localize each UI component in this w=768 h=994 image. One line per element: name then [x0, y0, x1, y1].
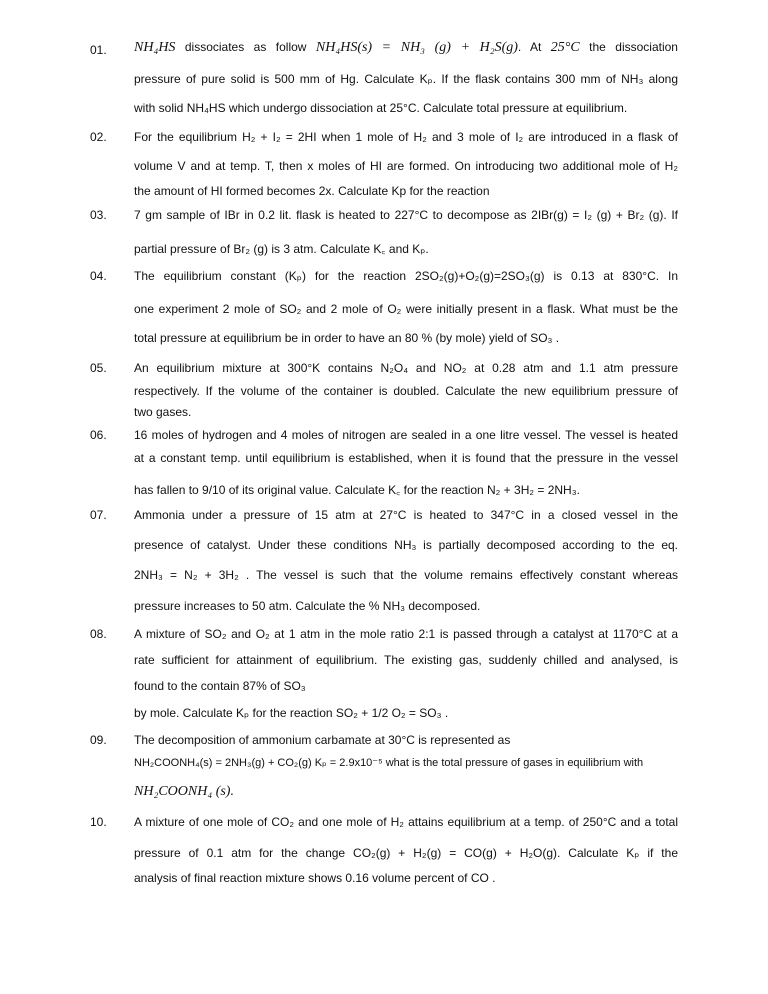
question-line: NH₄HS dissociates as follow NH₄HS(s) = NH₃ (g) + H₂S(g). At 25°C the dissociation: [134, 40, 678, 55]
question-line: with solid NH₄HS which undergo dissociation at 25°C. Calculate total pressure at equilibrium.: [134, 101, 628, 115]
question-line: The equilibrium constant (Kₚ) for the reaction 2SO₂(g)+O₂(g)=2SO₃(g) is 0.13 at 830°C. In: [134, 269, 678, 283]
question-line: two gases.: [134, 405, 192, 419]
question-line: A mixture of SO₂ and O₂ at 1 atm in the mole ratio 2:1 is passed through a catalyst at 1170°C at a: [134, 627, 678, 641]
question-line: NH₂COONH₄ (s).: [134, 784, 234, 799]
question-number: 02.: [90, 130, 107, 144]
question-line: pressure of 0.1 atm for the change CO₂(g) + H₂(g) = CO(g) + H₂O(g). Calculate Kₚ if the: [134, 846, 678, 860]
question-line: total pressure at equilibrium be in order to have an 80 % (by mole) yield of SO₃ .: [134, 331, 560, 345]
question-line: For the equilibrium H₂ + I₂ = 2HI when 1 mole of H₂ and 3 mole of I₂ are introduced in a flask of: [134, 130, 678, 144]
question-line: partial pressure of Br₂ (g) is 3 atm. Calculate K꜀ and Kₚ.: [134, 242, 429, 256]
question-number: 08.: [90, 627, 107, 641]
question-line: pressure increases to 50 atm. Calculate the % NH₃ decomposed.: [134, 599, 481, 613]
question-line: volume V and at temp. T, then x moles of HI are formed. On introducing two additional mole of H₂: [134, 159, 678, 173]
question-number: 10.: [90, 815, 107, 829]
question-line: The decomposition of ammonium carbamate at 30°C is represented as: [134, 733, 511, 747]
question-number: 05.: [90, 361, 107, 375]
question-number: 07.: [90, 508, 107, 522]
question-line: analysis of final reaction mixture shows 0.16 volume percent of CO .: [134, 871, 496, 885]
question-line: 7 gm sample of IBr in 0.2 lit. flask is heated to 227°C to decompose as 2IBr(g) = I₂ (g) + Br₂ (g). If: [134, 208, 678, 222]
question-line: at a constant temp. until equilibrium is established, when it is found that the pressure in the vessel: [134, 451, 678, 465]
question-number: 04.: [90, 269, 107, 283]
question-line: rate sufficient for attainment of equilibrium. The existing gas, suddenly chilled and analysed, is: [134, 653, 678, 667]
question-line: by mole. Calculate Kₚ for the reaction SO₂ + 1/2 O₂ = SO₃ .: [134, 706, 449, 720]
question-line: Ammonia under a pressure of 15 atm at 27°C is heated to 347°C in a closed vessel in the: [134, 508, 678, 522]
question-line: respectively. If the volume of the container is doubled. Calculate the new equilibrium pressure of: [134, 384, 678, 398]
question-line: 2NH₃ = N₂ + 3H₂ . The vessel is such that the volume remains effectively constant whereas: [134, 568, 678, 582]
question-line: one experiment 2 mole of SO₂ and 2 mole of O₂ were initially present in a flask. What must be the: [134, 302, 678, 316]
question-line: An equilibrium mixture at 300°K contains N₂O₄ and NO₂ at 0.28 atm and 1.1 atm pressure: [134, 361, 678, 375]
question-line: pressure of pure solid is 500 mm of Hg. Calculate Kₚ. If the flask contains 300 mm of NH₃ along: [134, 72, 678, 86]
question-number: 06.: [90, 428, 107, 442]
question-line: presence of catalyst. Under these conditions NH₃ is partially decomposed according to the eq.: [134, 538, 678, 552]
question-line: A mixture of one mole of CO₂ and one mole of H₂ attains equilibrium at a temp. of 250°C and a total: [134, 815, 678, 829]
question-line: the amount of HI formed becomes 2x. Calculate Kp for the reaction: [134, 184, 490, 198]
question-number: 03.: [90, 208, 107, 222]
question-line: 16 moles of hydrogen and 4 moles of nitrogen are sealed in a one litre vessel. The vessel is heated: [134, 428, 678, 442]
question-line: NH₂COONH₄(s) = 2NH₃(g) + CO₂(g) Kₚ = 2.9x10⁻⁵ what is the total pressure of gases in equilibrium with: [134, 757, 644, 769]
question-number: 01.: [90, 43, 107, 57]
question-line: found to the contain 87% of SO₃: [134, 679, 306, 693]
question-number: 09.: [90, 733, 107, 747]
question-line: has fallen to 9/10 of its original value. Calculate K꜀ for the reaction N₂ + 3H₂ = 2NH₃.: [134, 483, 580, 497]
